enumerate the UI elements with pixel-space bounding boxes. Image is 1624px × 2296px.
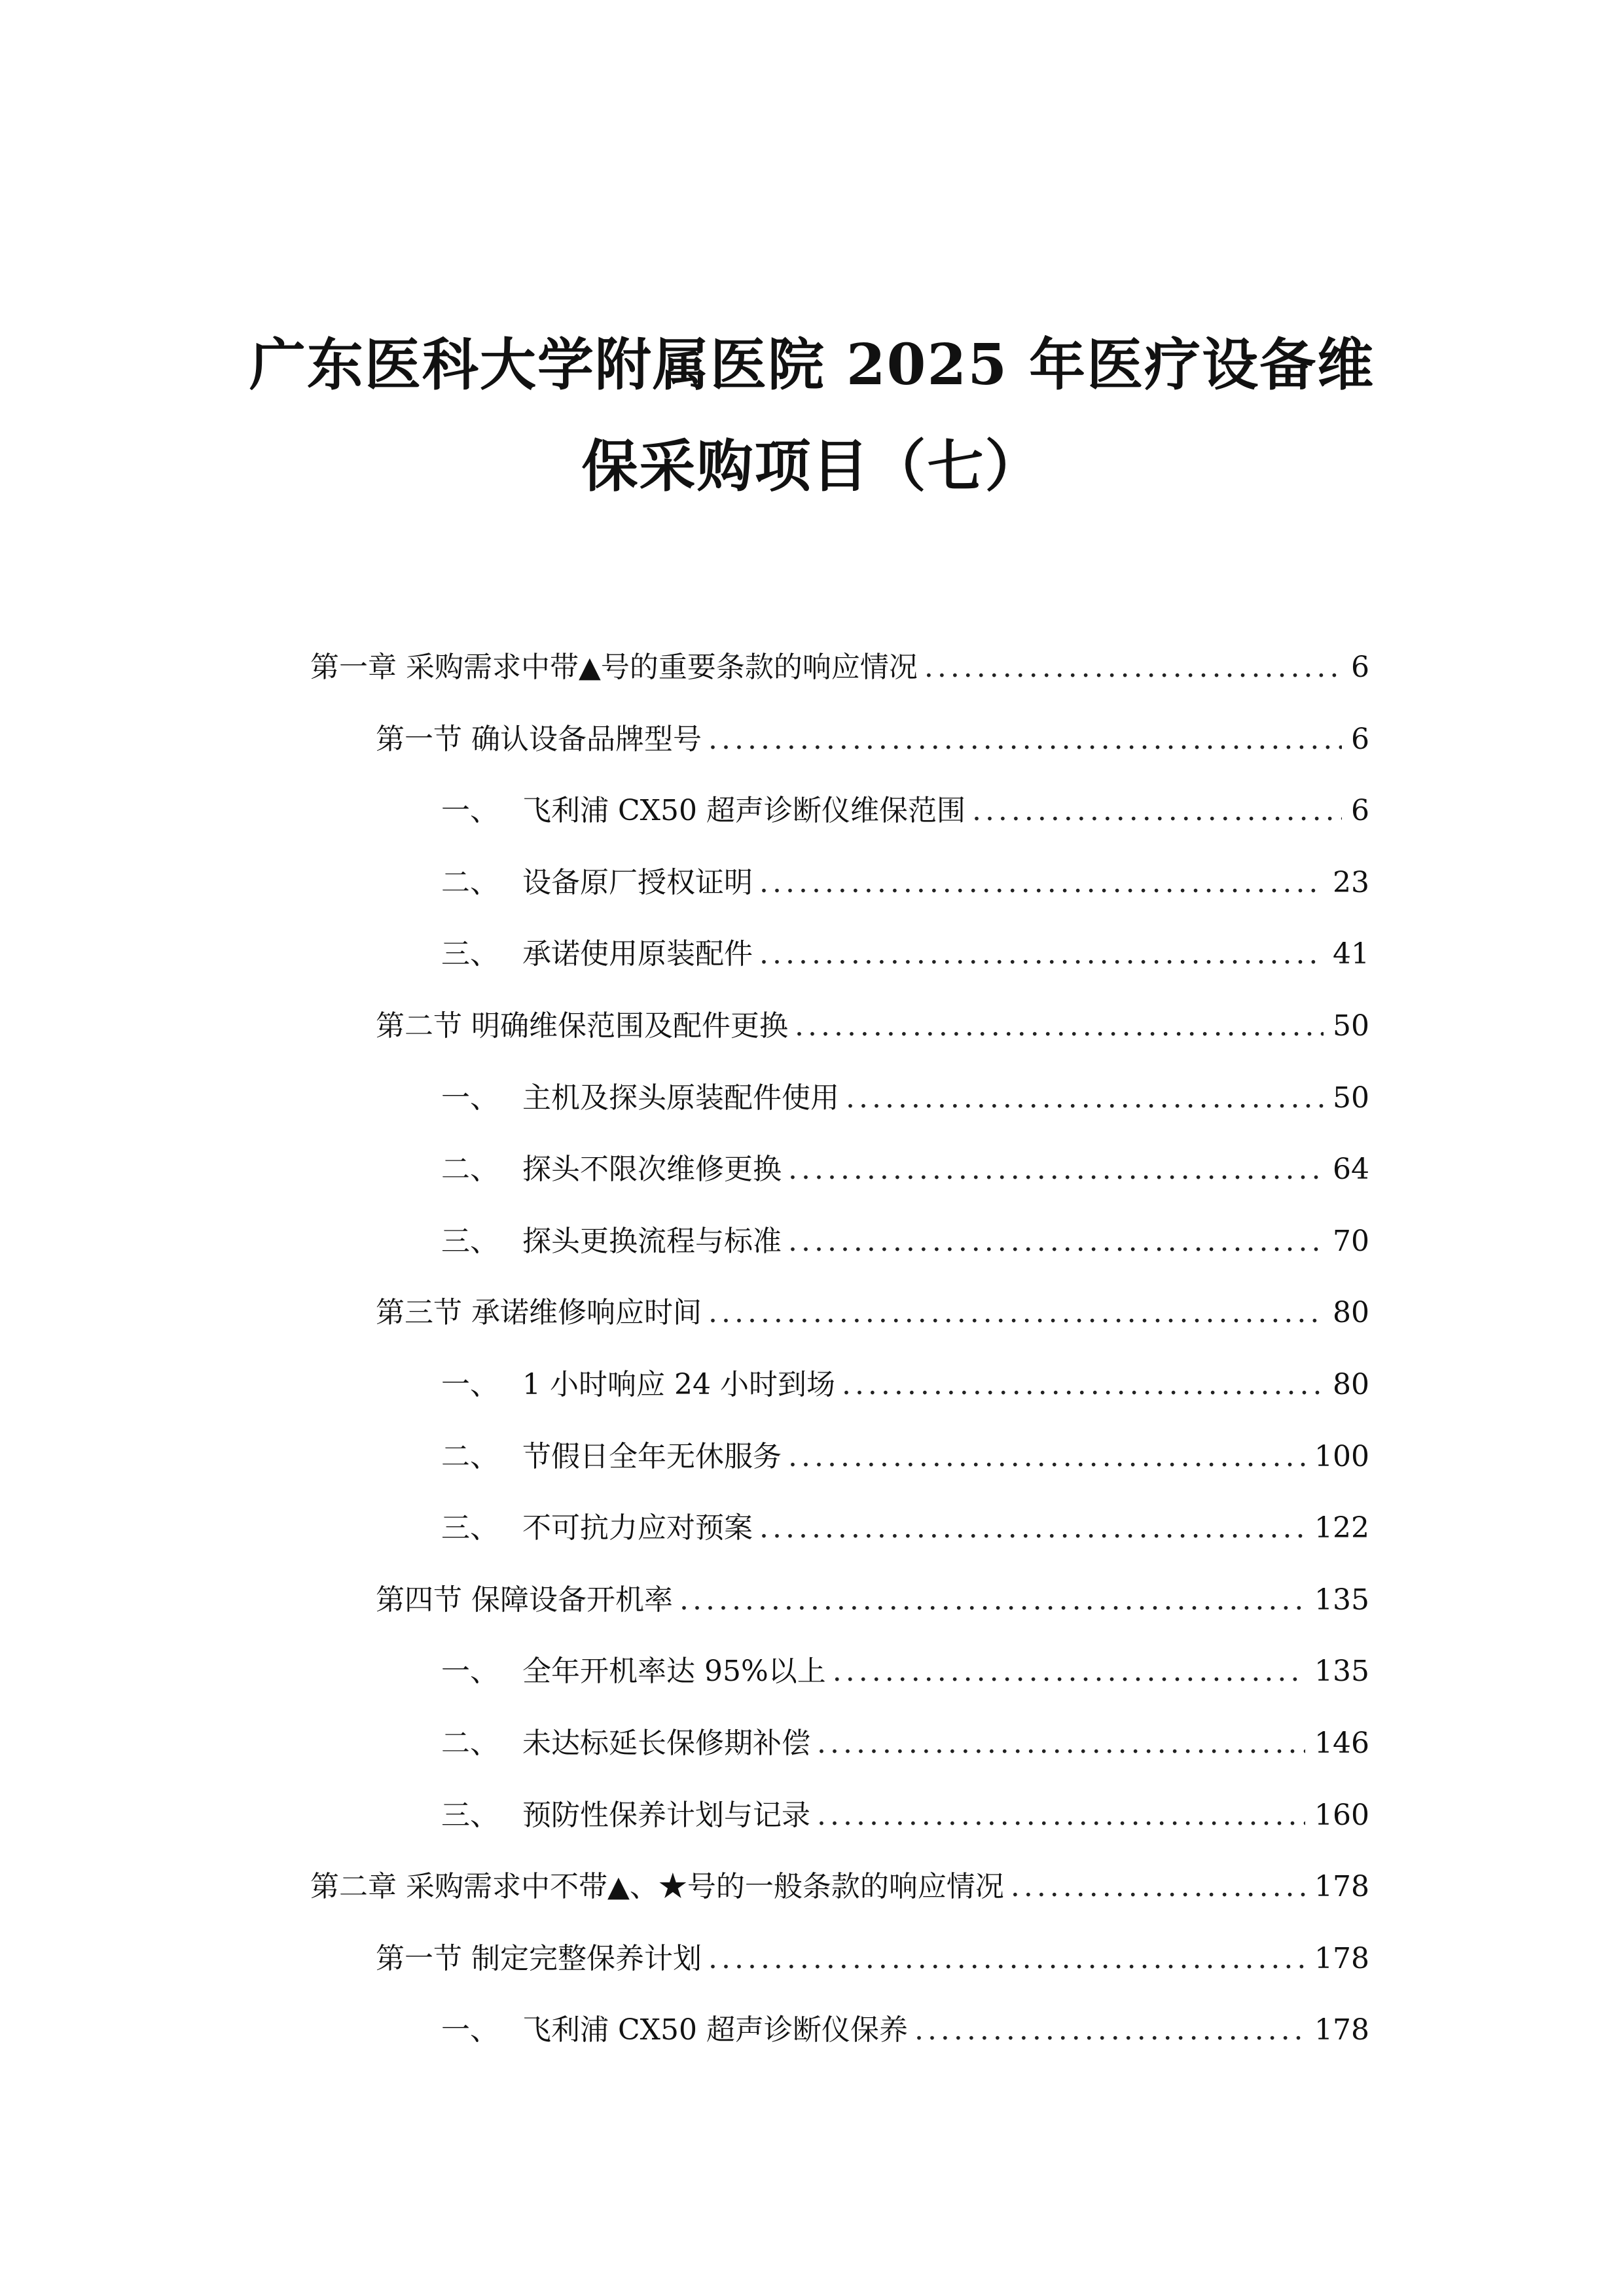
toc-page-number: 100 [1314,1439,1369,1473]
toc-dot-leader [708,1290,1324,1336]
toc-entry-prefix: 二、 [441,865,499,899]
toc-dot-leader [846,1075,1324,1121]
toc-dot-leader [759,1505,1305,1551]
toc-entry-title: 节假日全年无休服务 [522,1439,782,1473]
toc-page-number: 23 [1333,865,1369,899]
toc-page-number: 135 [1314,1655,1369,1689]
toc-dot-leader [788,1434,1305,1480]
toc-entry-prefix: 第二章 [310,1870,406,1904]
toc-entry-prefix: 一、 [441,2013,499,2047]
toc-dot-leader [914,2007,1305,2053]
toc-entry[interactable] [441,1362,1369,1408]
toc-entry[interactable] [441,1721,1369,1767]
toc-page-number: 160 [1314,1798,1369,1832]
toc-entry-title: 制定完整保养计划 [471,1941,702,1975]
toc-page-number: 122 [1314,1511,1369,1545]
toc-entry-title: 承诺维修响应时间 [471,1296,702,1330]
toc-entry-title: 采购需求中带▲号的重要条款的响应情况 [406,651,918,684]
toc-dot-leader [759,931,1324,977]
toc-page-number: 6 [1351,651,1369,684]
toc-entry[interactable] [376,1936,1369,1982]
toc-page-number: 80 [1333,1296,1369,1330]
toc-entry-title: 保障设备开机率 [471,1583,673,1617]
toc-entry-prefix: 第一章 [310,651,406,684]
toc-entry-prefix: 三、 [441,937,499,971]
toc-entry[interactable] [441,931,1369,977]
toc-entry[interactable] [310,645,1369,691]
toc-page-number: 64 [1333,1153,1369,1187]
toc-dot-leader [833,1649,1305,1695]
toc-entry-prefix: 二、 [441,1727,499,1760]
toc-entry[interactable] [376,1003,1369,1049]
toc-entry-title: 不可抗力应对预案 [522,1511,753,1545]
page-title-line-1: 广东医科大学附属医院 2025 年医疗设备维 [249,332,1375,398]
toc-entry[interactable] [441,1075,1369,1121]
toc-entry-prefix: 二、 [441,1439,499,1473]
toc-entry-prefix: 第一节 [376,722,471,756]
toc-dot-leader [788,1147,1324,1193]
toc-entry[interactable] [441,860,1369,906]
toc-entry-title: 未达标延长保修期补偿 [522,1727,810,1760]
toc-dot-leader [795,1003,1324,1049]
toc-page-number: 178 [1314,1941,1369,1975]
toc-dot-leader [788,1219,1324,1265]
toc-entry[interactable] [376,717,1369,762]
page-title [0,314,1624,517]
toc-entry-title: 预防性保养计划与记录 [522,1798,810,1832]
toc-page-number: 178 [1314,1870,1369,1904]
toc-dot-leader [1011,1864,1305,1910]
toc-entry-prefix: 三、 [441,1224,499,1258]
toc-entry-title: 飞利浦 CX50 超声诊断仪维保范围 [522,794,965,828]
toc-dot-leader [759,860,1324,906]
toc-dot-leader [817,1793,1305,1839]
toc-page-number: 70 [1333,1224,1369,1258]
toc-entry-title: 采购需求中不带▲、★号的一般条款的响应情况 [406,1870,1004,1904]
toc-page-number: 6 [1351,722,1369,756]
toc-entry-title: 确认设备品牌型号 [471,722,702,756]
toc-dot-leader [817,1721,1305,1767]
toc-entry[interactable] [441,1793,1369,1839]
toc-entry-prefix: 三、 [441,1511,499,1545]
toc-entry[interactable] [441,1434,1369,1480]
toc-page-number: 6 [1351,794,1369,828]
toc-entry-title: 明确维保范围及配件更换 [471,1009,788,1043]
toc-entry-prefix: 一、 [441,794,499,828]
toc-dot-leader [924,645,1342,691]
toc-entry-prefix: 二、 [441,1153,499,1187]
toc-entry-prefix: 第一节 [376,1941,471,1975]
toc-dot-leader [679,1577,1305,1623]
toc-entry-title: 全年开机率达 95%以上 [522,1655,826,1689]
toc-page-number: 50 [1333,1009,1369,1043]
toc-dot-leader [708,717,1342,762]
toc-entry-title: 主机及探头原装配件使用 [522,1081,839,1115]
toc-entry-title: 飞利浦 CX50 超声诊断仪保养 [522,2013,908,2047]
toc-dot-leader [972,788,1342,834]
toc-entry[interactable] [441,2007,1369,2053]
toc-entry[interactable] [441,1147,1369,1193]
toc-entry-prefix: 第二节 [376,1009,471,1043]
toc-entry-title: 承诺使用原装配件 [522,937,753,971]
toc-dot-leader [708,1936,1305,1982]
toc-dot-leader [842,1362,1324,1408]
page-title-line-2: 保采购项目（七） [581,433,1043,499]
toc-page-number: 146 [1314,1727,1369,1760]
toc-entry[interactable] [376,1290,1369,1336]
toc-entry[interactable] [441,1505,1369,1551]
toc-entry[interactable] [441,1219,1369,1265]
toc-page-number: 135 [1314,1583,1369,1617]
toc-entry[interactable] [441,788,1369,834]
toc-entry-title: 设备原厂授权证明 [522,865,753,899]
toc-entry[interactable] [310,1864,1369,1910]
toc-entry-prefix: 一、 [441,1655,499,1689]
toc-page-number: 50 [1333,1081,1369,1115]
toc-entry-title: 1 小时响应 24 小时到场 [522,1368,835,1401]
toc-entry[interactable] [441,1649,1369,1695]
toc-entry[interactable] [376,1577,1369,1623]
toc-entry-prefix: 一、 [441,1368,499,1401]
toc-entry-prefix: 一、 [441,1081,499,1115]
toc-page-number: 41 [1333,937,1369,971]
toc-page-number: 178 [1314,2013,1369,2047]
toc-page-number: 80 [1333,1368,1369,1401]
toc-entry-prefix: 三、 [441,1798,499,1832]
toc-entry-prefix: 第三节 [376,1296,471,1330]
toc-entry-prefix: 第四节 [376,1583,471,1617]
toc-entry-title: 探头更换流程与标准 [522,1224,782,1258]
toc-entry-title: 探头不限次维修更换 [522,1153,782,1187]
